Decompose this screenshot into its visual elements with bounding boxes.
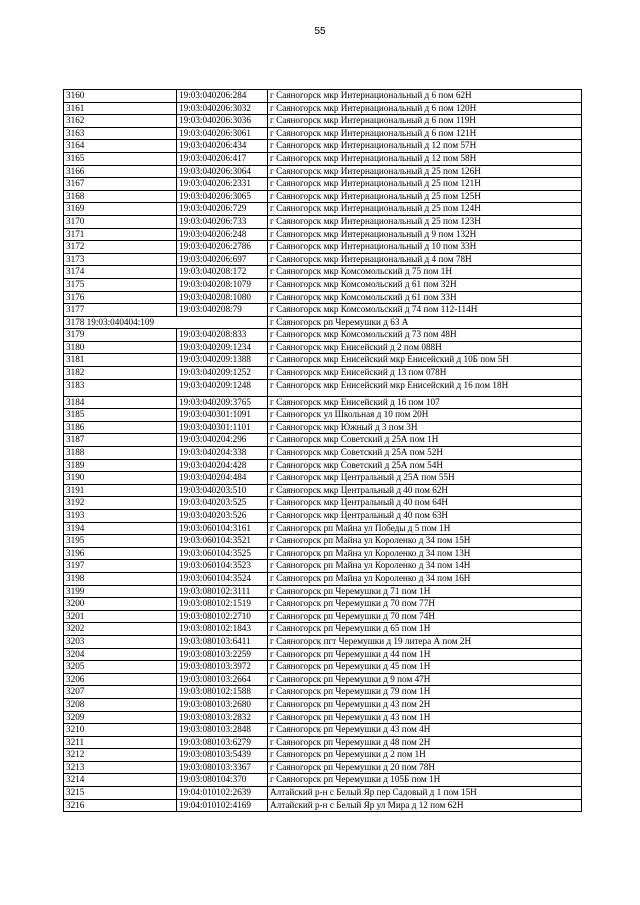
cadastral-number-cell: 19:04:010102:4169 bbox=[177, 799, 268, 812]
table-row bbox=[64, 127, 582, 140]
address-cell: г Саяногорск рп Майна ул Победы д 5 пом 1Н bbox=[268, 522, 582, 535]
table-row bbox=[64, 341, 582, 354]
address-cell: г Саяногорск рп Майна ул Короленко д 34 пом 14Н bbox=[268, 560, 582, 573]
cadastral-number-cell: 19:03:040208:1079 bbox=[177, 278, 268, 291]
row-number-cell: 3179 bbox=[64, 329, 177, 342]
cadastral-number-cell: 19:03:060104:3525 bbox=[177, 547, 268, 560]
cadastral-number-cell: 19:03:040203:526 bbox=[177, 510, 268, 523]
table-row bbox=[64, 379, 582, 396]
table-row bbox=[64, 648, 582, 661]
table-row bbox=[64, 585, 582, 598]
address-cell: г Саяногорск мкр Комсомольский д 74 пом 112-114Н bbox=[268, 304, 582, 317]
address-cell: г Саяногорск пгт Черемушки д 19 литера А пом 2Н bbox=[268, 635, 582, 648]
table-row bbox=[64, 635, 582, 648]
cadastral-number-cell: 19:03:040206:417 bbox=[177, 152, 268, 165]
cadastral-number-cell: 19:03:040206:3061 bbox=[177, 127, 268, 140]
row-number-cell: 3212 bbox=[64, 749, 177, 762]
row-number-cell: 3168 bbox=[64, 190, 177, 203]
cadastral-number-cell: 19:03:040206:434 bbox=[177, 140, 268, 153]
address-cell: Алтайский р-н с Белый Яр ул Мира д 12 пом 62Н bbox=[268, 799, 582, 812]
address-cell: г Саяногорск мкр Интернациональный д 25 пом 126Н bbox=[268, 165, 582, 178]
row-number-cell: 3164 bbox=[64, 140, 177, 153]
table-row bbox=[64, 241, 582, 254]
cadastral-number-cell: 19:03:060104:3524 bbox=[177, 572, 268, 585]
address-cell: г Саяногорск мкр Интернациональный д 10 пом 33Н bbox=[268, 241, 582, 254]
row-number-cell: 3205 bbox=[64, 661, 177, 674]
address-cell: г Саяногорск рп Черемушки д 63 А bbox=[268, 316, 582, 329]
cadastral-number-cell: 19:03:040209:1388 bbox=[177, 354, 268, 367]
row-number-cell: 3166 bbox=[64, 165, 177, 178]
row-number-cell: 3195 bbox=[64, 535, 177, 548]
address-cell: г Саяногорск рп Майна ул Короленко д 34 пом 16Н bbox=[268, 572, 582, 585]
cadastral-number-cell: 19:03:040206:284 bbox=[177, 90, 268, 103]
address-cell: г Саяногорск рп Черемушки д 20 пом 78Н bbox=[268, 761, 582, 774]
address-cell: г Саяногорск мкр Интернациональный д 6 пом 62Н bbox=[268, 90, 582, 103]
table-row bbox=[64, 329, 582, 342]
row-number-cell: 3189 bbox=[64, 459, 177, 472]
cadastral-number-cell: 19:03:040203:525 bbox=[177, 497, 268, 510]
table-row bbox=[64, 115, 582, 128]
row-number-cell: 3181 bbox=[64, 354, 177, 367]
row-number-cell: 3169 bbox=[64, 203, 177, 216]
row-number-cell: 3211 bbox=[64, 736, 177, 749]
row-number-cell: 3174 bbox=[64, 266, 177, 279]
row-number-cell: 3167 bbox=[64, 178, 177, 191]
address-cell: г Саяногорск рп Майна ул Короленко д 34 пом 13Н bbox=[268, 547, 582, 560]
table-row bbox=[64, 266, 582, 279]
table-row bbox=[64, 90, 582, 103]
table-row bbox=[64, 459, 582, 472]
cadastral-number-cell: 19:03:040208:1080 bbox=[177, 291, 268, 304]
address-cell: г Саяногорск мкр Интернациональный д 25 пом 124Н bbox=[268, 203, 582, 216]
cadastral-number-cell: 19:03:080103:2832 bbox=[177, 711, 268, 724]
cadastral-number-cell: 19:03:080103:2848 bbox=[177, 724, 268, 737]
address-cell: г Саяногорск рп Черемушки д 65 пом 1Н bbox=[268, 623, 582, 636]
address-cell: г Саяногорск мкр Центральный д 40 пом 63Н bbox=[268, 510, 582, 523]
row-number-cell: 3163 bbox=[64, 127, 177, 140]
row-number-cell: 3173 bbox=[64, 253, 177, 266]
table-row bbox=[64, 547, 582, 560]
table-row bbox=[64, 572, 582, 585]
cadastral-number-cell: 19:03:040206:733 bbox=[177, 215, 268, 228]
cadastral-number-cell: 19:03:040209:1248 bbox=[177, 379, 268, 396]
table-row bbox=[64, 736, 582, 749]
row-number-cell: 3198 bbox=[64, 572, 177, 585]
cadastral-number-cell: 19:03:040206:2786 bbox=[177, 241, 268, 254]
table-row bbox=[64, 749, 582, 762]
cadastral-number-cell: 19:03:060104:3523 bbox=[177, 560, 268, 573]
row-number-cell: 3182 bbox=[64, 367, 177, 380]
cadastral-number-cell: 19:03:040208:172 bbox=[177, 266, 268, 279]
address-cell: г Саяногорск рп Черемушки д 70 пом 74Н bbox=[268, 610, 582, 623]
cadastral-number-cell: 19:03:040204:296 bbox=[177, 434, 268, 447]
cadastral-number-cell: 19:03:040209:1234 bbox=[177, 341, 268, 354]
table-row bbox=[64, 178, 582, 191]
cadastral-number-cell: 19:03:040206:3032 bbox=[177, 102, 268, 115]
table-row bbox=[64, 396, 582, 409]
cadastral-number-cell: 19:04:010102:2639 bbox=[177, 787, 268, 800]
address-cell: г Саяногорск мкр Енисейский д 16 пом 107 bbox=[268, 396, 582, 409]
address-cell: Алтайский р-н с Белый Яр пер Садовый д 1 пом 15Н bbox=[268, 787, 582, 800]
address-cell: г Саяногорск мкр Комсомольский д 73 пом 48Н bbox=[268, 329, 582, 342]
table-row bbox=[64, 698, 582, 711]
table-row bbox=[64, 291, 582, 304]
row-number-cell: 3184 bbox=[64, 396, 177, 409]
table-row bbox=[64, 623, 582, 636]
table-row bbox=[64, 787, 582, 800]
cadastral-number-cell: 19:03:040208:79 bbox=[177, 304, 268, 317]
table-row bbox=[64, 799, 582, 812]
row-number-cell: 3194 bbox=[64, 522, 177, 535]
table-row bbox=[64, 152, 582, 165]
registry-table-body bbox=[64, 90, 582, 812]
row-number-cell: 3213 bbox=[64, 761, 177, 774]
table-row bbox=[64, 774, 582, 787]
row-number-cell: 3199 bbox=[64, 585, 177, 598]
row-number-cell: 3180 bbox=[64, 341, 177, 354]
row-number-cell: 3208 bbox=[64, 698, 177, 711]
cadastral-number-cell: 19:03:080102:1519 bbox=[177, 598, 268, 611]
address-cell: г Саяногорск мкр Интернациональный д 12 пом 58Н bbox=[268, 152, 582, 165]
row-number-cell: 3215 bbox=[64, 787, 177, 800]
row-number-and-cadastral-cell: 3178 19:03:040404:109 bbox=[64, 316, 268, 329]
row-number-cell: 3161 bbox=[64, 102, 177, 115]
address-cell: г Саяногорск рп Черемушки д 105Б пом 1Н bbox=[268, 774, 582, 787]
row-number-cell: 3203 bbox=[64, 635, 177, 648]
address-cell: г Саяногорск мкр Интернациональный д 6 пом 121Н bbox=[268, 127, 582, 140]
row-number-cell: 3176 bbox=[64, 291, 177, 304]
table-row bbox=[64, 165, 582, 178]
table-row bbox=[64, 497, 582, 510]
table-row bbox=[64, 560, 582, 573]
cadastral-number-cell: 19:03:040206:3036 bbox=[177, 115, 268, 128]
row-number-cell: 3209 bbox=[64, 711, 177, 724]
address-cell: г Саяногорск рп Черемушки д 48 пом 2Н bbox=[268, 736, 582, 749]
table-row bbox=[64, 278, 582, 291]
cadastral-number-cell: 19:03:080103:5439 bbox=[177, 749, 268, 762]
cadastral-number-cell: 19:03:080104:370 bbox=[177, 774, 268, 787]
address-cell: г Саяногорск мкр Енисейский д 13 пом 078Н bbox=[268, 367, 582, 380]
cadastral-number-cell: 19:03:040301:1091 bbox=[177, 409, 268, 422]
table-row bbox=[64, 367, 582, 380]
row-number-cell: 3170 bbox=[64, 215, 177, 228]
cadastral-number-cell: 19:03:080103:6279 bbox=[177, 736, 268, 749]
cadastral-number-cell: 19:03:080103:3367 bbox=[177, 761, 268, 774]
address-cell: г Саяногорск мкр Интернациональный д 12 пом 57Н bbox=[268, 140, 582, 153]
table-row bbox=[64, 304, 582, 317]
row-number-cell: 3202 bbox=[64, 623, 177, 636]
row-number-cell: 3216 bbox=[64, 799, 177, 812]
table-row bbox=[64, 686, 582, 699]
address-cell: г Саяногорск мкр Интернациональный д 25 пом 121Н bbox=[268, 178, 582, 191]
address-cell: г Саяногорск рп Черемушки д 9 пом 47Н bbox=[268, 673, 582, 686]
row-number-cell: 3204 bbox=[64, 648, 177, 661]
table-row bbox=[64, 253, 582, 266]
table-row bbox=[64, 421, 582, 434]
table-row bbox=[64, 215, 582, 228]
cadastral-number-cell: 19:03:040204:338 bbox=[177, 447, 268, 460]
row-number-cell: 3185 bbox=[64, 409, 177, 422]
table-row bbox=[64, 190, 582, 203]
address-cell: г Саяногорск рп Черемушки д 43 пом 1Н bbox=[268, 711, 582, 724]
cadastral-number-cell: 19:03:040206:3064 bbox=[177, 165, 268, 178]
row-number-cell: 3171 bbox=[64, 228, 177, 241]
address-cell: г Саяногорск мкр Енисейский мкр Енисейский д 10Б пом 5Н bbox=[268, 354, 582, 367]
address-cell: г Саяногорск мкр Интернациональный д 6 пом 120Н bbox=[268, 102, 582, 115]
table-row bbox=[64, 140, 582, 153]
row-number-cell: 3183 bbox=[64, 379, 177, 396]
row-number-cell: 3177 bbox=[64, 304, 177, 317]
row-number-cell: 3186 bbox=[64, 421, 177, 434]
address-cell: г Саяногорск мкр Центральный д 25А пом 55Н bbox=[268, 472, 582, 485]
registry-table bbox=[63, 89, 582, 812]
cadastral-number-cell: 19:03:080103:6411 bbox=[177, 635, 268, 648]
table-row bbox=[64, 203, 582, 216]
row-number-cell: 3190 bbox=[64, 472, 177, 485]
address-cell: г Саяногорск рп Черемушки д 71 пом 1Н bbox=[268, 585, 582, 598]
address-cell: г Саяногорск мкр Комсомольский д 75 пом 1Н bbox=[268, 266, 582, 279]
cadastral-number-cell: 19:03:040206:3065 bbox=[177, 190, 268, 203]
table-row bbox=[64, 724, 582, 737]
row-number-cell: 3197 bbox=[64, 560, 177, 573]
address-cell: г Саяногорск рп Майна ул Короленко д 34 пом 15Н bbox=[268, 535, 582, 548]
cadastral-number-cell: 19:03:040209:1252 bbox=[177, 367, 268, 380]
cadastral-number-cell: 19:03:040206:2331 bbox=[177, 178, 268, 191]
cadastral-number-cell: 19:03:060104:3521 bbox=[177, 535, 268, 548]
address-cell: г Саяногорск мкр Интернациональный д 25 пом 125Н bbox=[268, 190, 582, 203]
cadastral-number-cell: 19:03:080103:2664 bbox=[177, 673, 268, 686]
cadastral-number-cell: 19:03:040204:428 bbox=[177, 459, 268, 472]
address-cell: г Саяногорск мкр Советский д 25А пом 1Н bbox=[268, 434, 582, 447]
cadastral-number-cell: 19:03:080102:1843 bbox=[177, 623, 268, 636]
address-cell: г Саяногорск мкр Интернациональный д 4 пом 78Н bbox=[268, 253, 582, 266]
address-cell: г Саяногорск мкр Южный д 3 пом 3Н bbox=[268, 421, 582, 434]
table-row bbox=[64, 484, 582, 497]
cadastral-number-cell: 19:03:040301:1101 bbox=[177, 421, 268, 434]
address-cell: г Саяногорск мкр Интернациональный д 25 пом 123Н bbox=[268, 215, 582, 228]
cadastral-number-cell: 19:03:080102:1588 bbox=[177, 686, 268, 699]
cadastral-number-cell: 19:03:080103:2680 bbox=[177, 698, 268, 711]
address-cell: г Саяногорск мкр Советский д 25А пом 54Н bbox=[268, 459, 582, 472]
row-number-cell: 3192 bbox=[64, 497, 177, 510]
row-number-cell: 3175 bbox=[64, 278, 177, 291]
cadastral-number-cell: 19:03:060104:3161 bbox=[177, 522, 268, 535]
row-number-cell: 3187 bbox=[64, 434, 177, 447]
address-cell: г Саяногорск мкр Енисейский мкр Енисейский д 16 пом 18Н bbox=[268, 379, 582, 396]
cadastral-number-cell: 19:03:040206:729 bbox=[177, 203, 268, 216]
address-cell: г Саяногорск мкр Комсомольский д 61 пом 33Н bbox=[268, 291, 582, 304]
row-number-cell: 3165 bbox=[64, 152, 177, 165]
row-number-cell: 3172 bbox=[64, 241, 177, 254]
table-row bbox=[64, 610, 582, 623]
address-cell: г Саяногорск ул Школьная д 10 пом 20Н bbox=[268, 409, 582, 422]
table-row bbox=[64, 535, 582, 548]
row-number-cell: 3193 bbox=[64, 510, 177, 523]
row-number-cell: 3191 bbox=[64, 484, 177, 497]
address-cell: г Саяногорск мкр Интернациональный д 9 пом 132Н bbox=[268, 228, 582, 241]
address-cell: г Саяногорск рп Черемушки д 43 пом 2Н bbox=[268, 698, 582, 711]
row-number-cell: 3206 bbox=[64, 673, 177, 686]
cadastral-number-cell: 19:03:040209:3765 bbox=[177, 396, 268, 409]
table-row bbox=[64, 711, 582, 724]
cadastral-number-cell: 19:03:080103:3972 bbox=[177, 661, 268, 674]
address-cell: г Саяногорск мкр Енисейский д 2 пом 088Н bbox=[268, 341, 582, 354]
address-cell: г Саяногорск мкр Советский д 25А пом 52Н bbox=[268, 447, 582, 460]
cadastral-number-cell: 19:03:040208:833 bbox=[177, 329, 268, 342]
row-number-cell: 3207 bbox=[64, 686, 177, 699]
table-row bbox=[64, 354, 582, 367]
row-number-cell: 3196 bbox=[64, 547, 177, 560]
row-number-cell: 3160 bbox=[64, 90, 177, 103]
address-cell: г Саяногорск рп Черемушки д 79 пом 1Н bbox=[268, 686, 582, 699]
cadastral-number-cell: 19:03:080102:3111 bbox=[177, 585, 268, 598]
row-number-cell: 3188 bbox=[64, 447, 177, 460]
row-number-cell: 3201 bbox=[64, 610, 177, 623]
table-row bbox=[64, 447, 582, 460]
cadastral-number-cell: 19:03:040204:484 bbox=[177, 472, 268, 485]
cadastral-number-cell: 19:03:040206:697 bbox=[177, 253, 268, 266]
row-number-cell: 3210 bbox=[64, 724, 177, 737]
address-cell: г Саяногорск мкр Комсомольский д 61 пом 32Н bbox=[268, 278, 582, 291]
table-row bbox=[64, 510, 582, 523]
cadastral-number-cell: 19:03:040203:510 bbox=[177, 484, 268, 497]
address-cell: г Саяногорск рп Черемушки д 70 пом 77Н bbox=[268, 598, 582, 611]
table-row bbox=[64, 522, 582, 535]
cadastral-number-cell: 19:03:080102:2710 bbox=[177, 610, 268, 623]
cadastral-number-cell: 19:03:040206:248 bbox=[177, 228, 268, 241]
table-row bbox=[64, 228, 582, 241]
table-row bbox=[64, 761, 582, 774]
address-cell: г Саяногорск мкр Центральный д 40 пом 62Н bbox=[268, 484, 582, 497]
cadastral-number-cell: 19:03:080103:2259 bbox=[177, 648, 268, 661]
address-cell: г Саяногорск рп Черемушки д 44 пом 1Н bbox=[268, 648, 582, 661]
table-row bbox=[64, 673, 582, 686]
table-row bbox=[64, 409, 582, 422]
page-number: 55 bbox=[314, 26, 326, 37]
address-cell: г Саяногорск мкр Центральный д 40 пом 64Н bbox=[268, 497, 582, 510]
table-row bbox=[64, 102, 582, 115]
row-number-cell: 3214 bbox=[64, 774, 177, 787]
table-row bbox=[64, 598, 582, 611]
address-cell: г Саяногорск рп Черемушки д 45 пом 1Н bbox=[268, 661, 582, 674]
table-row bbox=[64, 434, 582, 447]
address-cell: г Саяногорск мкр Интернациональный д 6 пом 119Н bbox=[268, 115, 582, 128]
row-number-cell: 3162 bbox=[64, 115, 177, 128]
address-cell: г Саяногорск рп Черемушки д 43 пом 4Н bbox=[268, 724, 582, 737]
row-number-cell: 3200 bbox=[64, 598, 177, 611]
address-cell: г Саяногорск рп Черемушки д 2 пом 1Н bbox=[268, 749, 582, 762]
table-row bbox=[64, 472, 582, 485]
table-row bbox=[64, 316, 582, 329]
table-row bbox=[64, 661, 582, 674]
